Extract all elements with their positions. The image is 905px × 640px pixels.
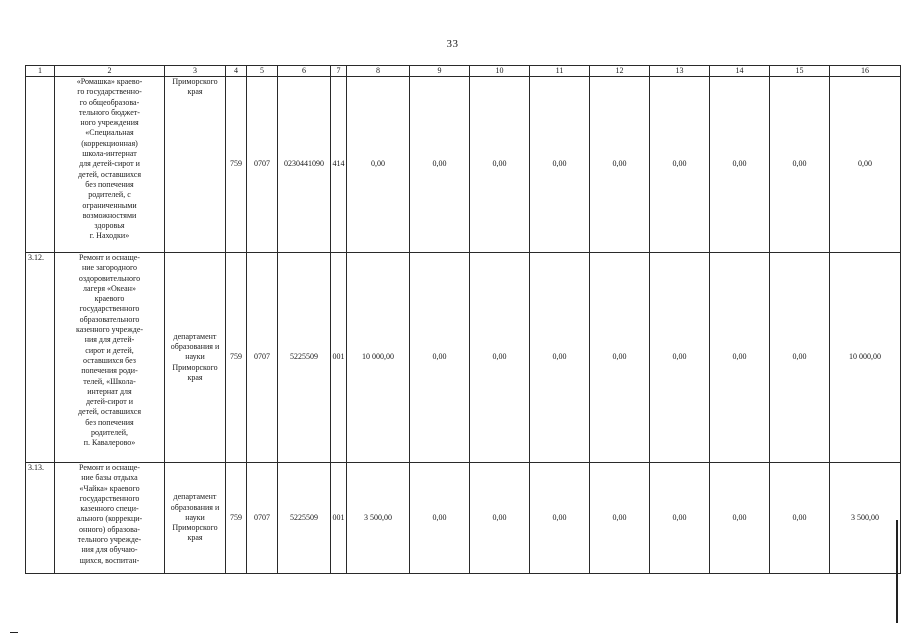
amount-cell: 0,00 [650, 463, 710, 574]
amount-cell: 0,00 [590, 77, 650, 253]
target-item-code: 5225509 [278, 253, 331, 463]
header-cell: 5 [247, 66, 278, 77]
object-name-line: детей-сирот и [85, 397, 134, 407]
object-name-line: государственного [79, 493, 140, 503]
header-cell: 1 [26, 66, 55, 77]
object-name-line: для детей-сирот и [79, 159, 140, 169]
amount-cell: 0,00 [530, 77, 590, 253]
scan-edge-mark [896, 520, 898, 623]
object-name-line: здоровья [94, 221, 125, 231]
amount-cell: 0,00 [410, 77, 470, 253]
object-name-line: оздоровительного [78, 273, 141, 283]
administrator-line: Приморского [172, 523, 218, 533]
amount-cell: 0,00 [650, 253, 710, 463]
administrator-line: Приморского [172, 362, 218, 372]
table-row [26, 77, 901, 253]
header-cell: 9 [410, 66, 470, 77]
object-name-line: Ремонт и оснаще- [79, 253, 140, 262]
object-name-line: государственного [79, 304, 140, 314]
object-name-line: (коррекционная) [81, 138, 138, 148]
administrator-line: образования и [170, 502, 220, 512]
amount-cell: 0,00 [470, 77, 530, 253]
amount-cell: 0,00 [650, 77, 710, 253]
administrator-line: края [187, 87, 203, 97]
object-name-line: п. Кавалерово» [83, 438, 136, 448]
amount-cell: 0,00 [470, 463, 530, 574]
amount-cell: 0,00 [770, 463, 830, 574]
header-cell: 13 [650, 66, 710, 77]
object-name-line: ального (коррекци- [76, 514, 143, 524]
object-name-line: «Специальная [85, 128, 134, 138]
object-name-line: возможностями [82, 210, 137, 220]
administrator-line: Приморского [172, 77, 218, 86]
administrator-line: департамент [173, 492, 217, 502]
amount-cell: 0,00 [410, 463, 470, 574]
object-name-line: ния для обучаю- [81, 545, 138, 555]
header-cell: 8 [347, 66, 410, 77]
object-name-line: родителей, с [88, 190, 131, 200]
object-name-line: ние загородного [81, 263, 138, 273]
object-name-line: оставшихся без [83, 355, 136, 365]
object-name-line: краевого [94, 294, 125, 304]
header-cell: 2 [55, 66, 165, 77]
administrator-cell [165, 77, 226, 253]
object-name-line: образовательного [79, 314, 140, 324]
amount-cell: 0,00 [770, 253, 830, 463]
total-amount-cell: 0,00 [830, 77, 901, 253]
object-name-line: лагеря «Океан» [83, 283, 136, 293]
amount-cell: 3 500,00 [347, 463, 410, 574]
object-name-cell [55, 463, 165, 574]
object-name-line: казенного специ- [80, 504, 139, 514]
administrator-cell [165, 253, 226, 463]
amount-cell: 0,00 [590, 253, 650, 463]
object-name-line: интернат для [87, 386, 132, 396]
expense-type-code: 001 [331, 253, 347, 463]
amount-cell: 0,00 [710, 77, 770, 253]
page-number: 33 [446, 38, 459, 50]
object-name-line: ния для детей- [84, 335, 135, 345]
section-code: 0707 [247, 463, 278, 574]
scan-edge-mark [10, 632, 18, 633]
amount-cell: 0,00 [410, 253, 470, 463]
table-row [26, 463, 901, 574]
ministry-code: 759 [226, 253, 247, 463]
object-name-line: го общеобразова- [79, 97, 140, 107]
target-item-code: 0230441090 [278, 77, 331, 253]
object-name-line: тельного бюджет- [79, 107, 140, 117]
object-name-line: попечения роди- [81, 366, 138, 376]
object-name-line: ограниченными [82, 200, 137, 210]
object-name-line: ние базы отдыха [81, 473, 138, 483]
object-name-cell [55, 77, 165, 253]
administrator-line: науки [185, 512, 205, 522]
amount-cell: 0,00 [530, 463, 590, 574]
header-cell: 6 [278, 66, 331, 77]
object-name-line: без попечения [85, 417, 134, 427]
header-cell: 3 [165, 66, 226, 77]
object-name-line: школа-интернат [82, 149, 137, 159]
object-name-line: го государственно- [77, 87, 142, 97]
amount-cell: 0,00 [347, 77, 410, 253]
ministry-code: 759 [226, 77, 247, 253]
object-name-line: онного) образова- [79, 524, 140, 534]
header-cell: 14 [710, 66, 770, 77]
object-name-line: детей, оставшихся [77, 169, 142, 179]
object-name-line: детей, оставшихся [77, 407, 142, 417]
header-cell: 10 [470, 66, 530, 77]
amount-cell: 0,00 [710, 463, 770, 574]
target-item-code: 5225509 [278, 463, 331, 574]
administrator-line: края [187, 372, 203, 382]
header-cell: 16 [830, 66, 901, 77]
administrator-line: края [187, 533, 203, 543]
object-name-line: казенного учрежде- [75, 325, 144, 335]
expense-type-code: 414 [331, 77, 347, 253]
amount-cell: 10 000,00 [347, 253, 410, 463]
amount-cell: 0,00 [710, 253, 770, 463]
row-number [26, 77, 55, 253]
total-amount-cell: 10 000,00 [830, 253, 901, 463]
object-name-line: родителей, [91, 428, 128, 438]
total-amount-cell: 3 500,00 [830, 463, 901, 574]
header-cell: 7 [331, 66, 347, 77]
section-code: 0707 [247, 77, 278, 253]
amount-cell: 0,00 [530, 253, 590, 463]
object-name-line: г. Находки» [89, 231, 130, 241]
header-cell: 11 [530, 66, 590, 77]
expense-type-code: 001 [331, 463, 347, 574]
header-row [26, 66, 901, 77]
administrator-cell [165, 463, 226, 574]
table-row [26, 253, 901, 463]
administrator-line: образования и [170, 342, 220, 352]
section-code: 0707 [247, 253, 278, 463]
ministry-code: 759 [226, 463, 247, 574]
amount-cell: 0,00 [590, 463, 650, 574]
object-name-line: щихся, воспитан- [79, 555, 140, 565]
row-number: 3.13. [26, 463, 55, 574]
object-name-cell [55, 253, 165, 463]
header-cell: 12 [590, 66, 650, 77]
header-cell: 4 [226, 66, 247, 77]
header-cell: 15 [770, 66, 830, 77]
object-name-line: Ремонт и оснаще- [79, 463, 140, 472]
object-name-line: тельного учрежде- [77, 535, 142, 545]
administrator-line: департамент [173, 331, 217, 341]
object-name-line: телей, «Школа- [83, 376, 136, 386]
object-name-line: «Чайка» краевого [79, 483, 140, 493]
amount-cell: 0,00 [770, 77, 830, 253]
object-name-line: ного учреждения [80, 118, 139, 128]
amount-cell: 0,00 [470, 253, 530, 463]
data-table [25, 65, 901, 574]
administrator-line: науки [185, 352, 205, 362]
object-name-line: сирот и детей, [85, 345, 134, 355]
object-name-line: «Ромашка» краево- [76, 77, 143, 86]
row-number: 3.12. [26, 253, 55, 463]
object-name-line: без попечения [85, 179, 134, 189]
